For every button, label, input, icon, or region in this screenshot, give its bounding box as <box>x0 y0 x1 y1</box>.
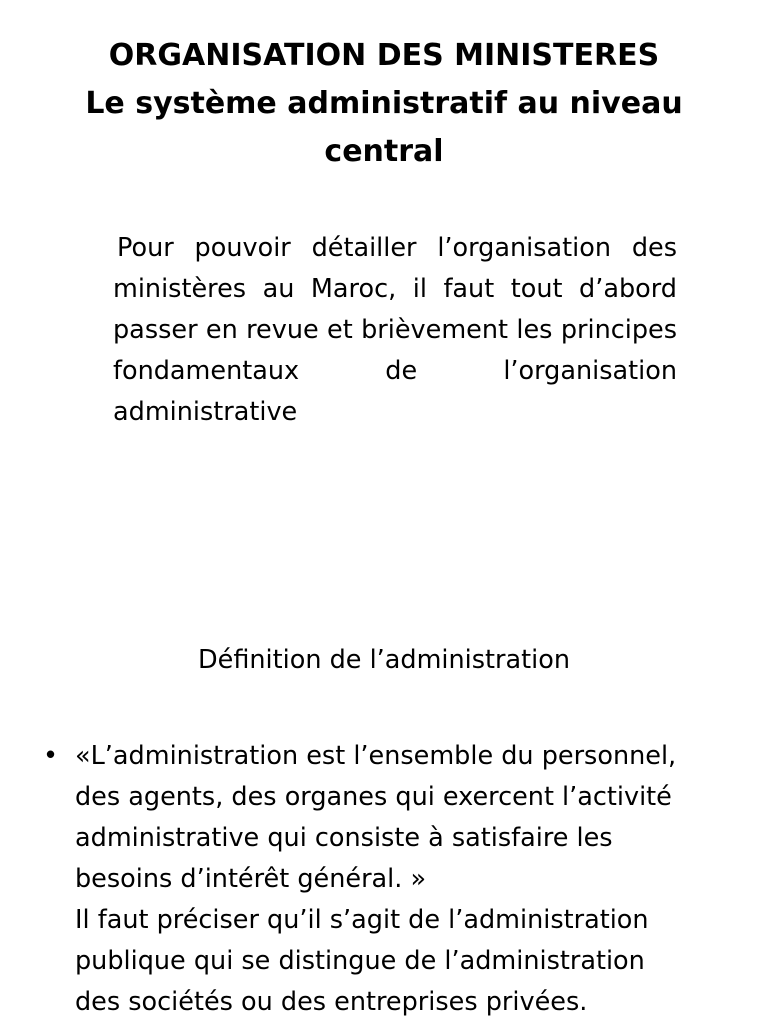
bullet-line: besoins d’intérêt général. » <box>75 864 427 894</box>
section-heading: Définition de l’administration <box>198 645 570 675</box>
bullet-line: publique qui se distingue de l’administration <box>75 946 645 976</box>
intro-text: Pour pouvoir détailler l’organisation des ministères au Maroc, il faut tout d’abord passer en revue et brièvement les principes fondamentaux de l’organisation administrative <box>113 233 677 427</box>
slide-title <box>60 32 708 176</box>
intro-paragraph <box>113 228 677 433</box>
bullet-line: des agents, des organes qui exercent l’activité <box>75 782 672 812</box>
bullet-line: administrative qui consiste à satisfaire les <box>75 823 613 853</box>
title-line-1: ORGANISATION DES MINISTERES <box>108 38 660 73</box>
bullet-list <box>40 736 740 1023</box>
bullet-icon: • <box>43 741 59 771</box>
title-line-2: Le système administratif au niveau <box>85 86 683 121</box>
bullet-line: «L’administration est l’ensemble du personnel, <box>75 741 677 771</box>
list-item <box>40 736 740 1023</box>
bullet-line: des sociétés ou des entreprises privées. <box>75 987 588 1017</box>
title-line-3: central <box>324 134 444 169</box>
bullet-line: Il faut préciser qu’il s’agit de l’administration <box>75 905 649 935</box>
